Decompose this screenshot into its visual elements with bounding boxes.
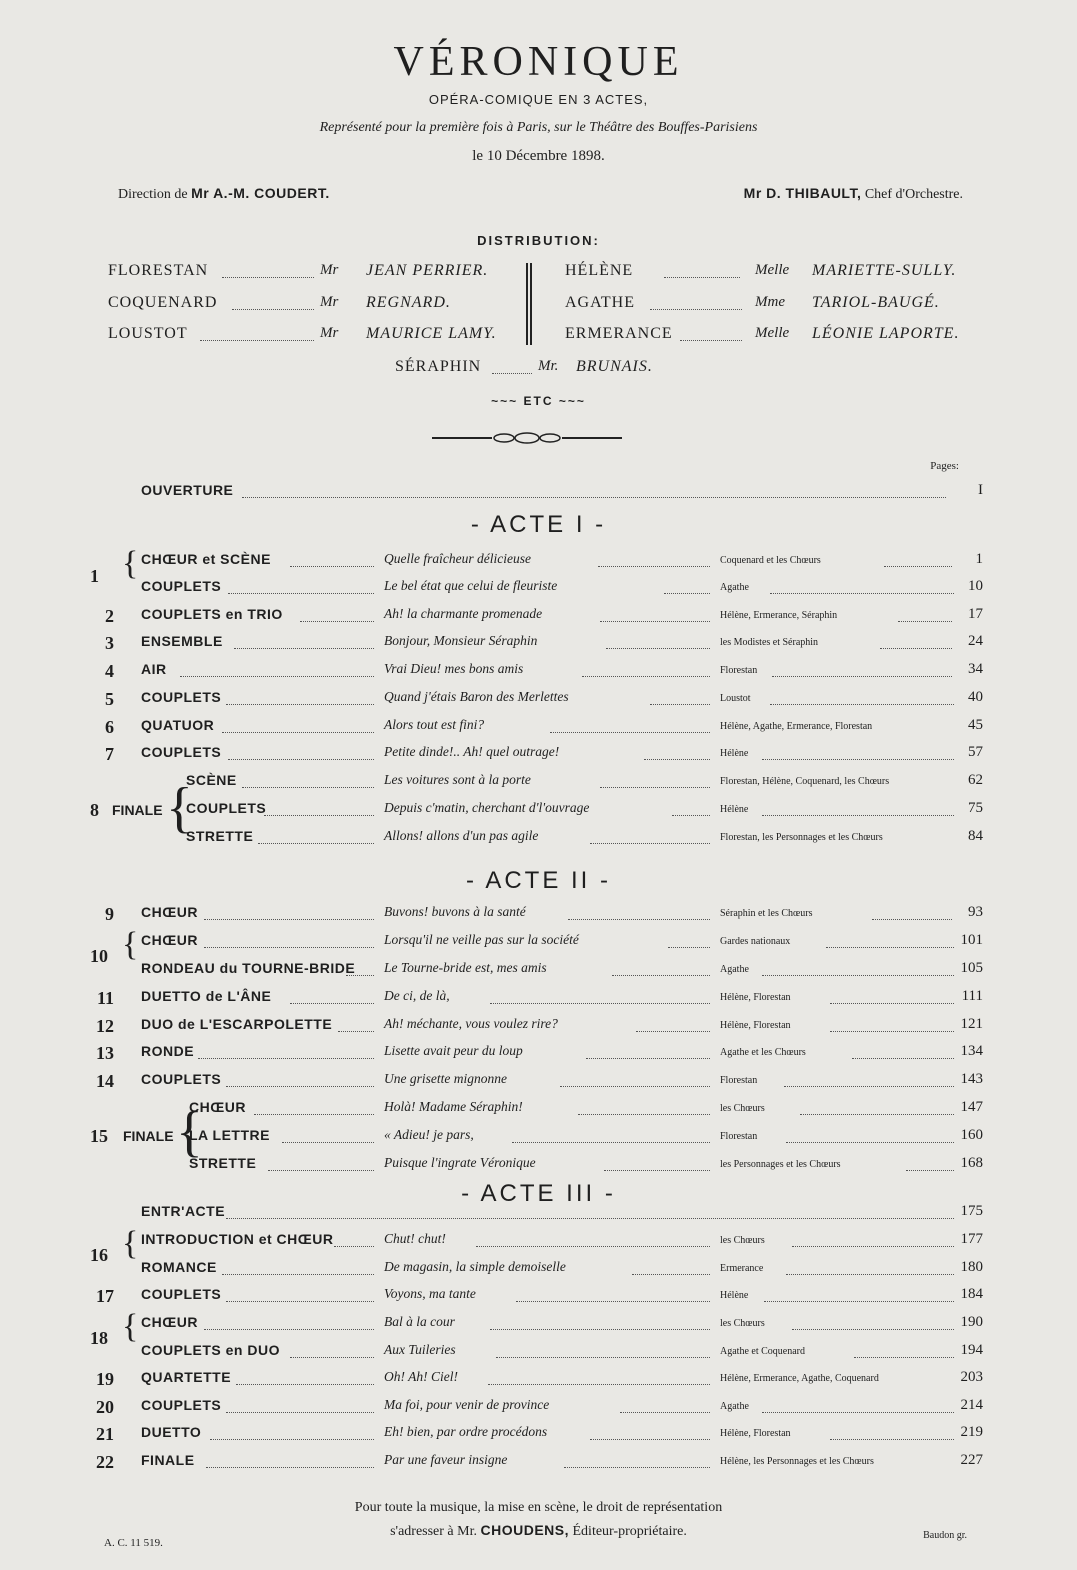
cast-actor: BRUNAIS. bbox=[576, 358, 653, 375]
publisher-post: Éditeur-propriétaire. bbox=[572, 1524, 687, 1539]
characters: Hélène, Florestan bbox=[720, 992, 791, 1003]
distribution-heading: DISTRIBUTION: bbox=[477, 233, 600, 248]
piece-name: CHŒUR bbox=[141, 1314, 198, 1330]
piece-name: RONDE bbox=[141, 1043, 195, 1059]
incipit: Le bel état que celui de fleuriste bbox=[384, 578, 558, 593]
number-label: 8 bbox=[90, 800, 99, 820]
brace-icon: { bbox=[166, 777, 193, 839]
number-label: 10 bbox=[90, 946, 108, 966]
toc-row bbox=[0, 904, 1077, 930]
piece-name: OUVERTURE bbox=[141, 482, 234, 498]
piece-name: FINALE bbox=[141, 1452, 195, 1468]
toc-row bbox=[0, 1071, 1077, 1097]
characters: Florestan, les Personnages et les Chœurs bbox=[720, 832, 883, 843]
direction-label: Direction de bbox=[118, 187, 188, 202]
incipit: De ci, de là, bbox=[384, 988, 450, 1003]
publisher-pre: s'adresser à Mr. bbox=[390, 1524, 477, 1539]
cast-actor: LÉONIE LAPORTE. bbox=[812, 325, 960, 342]
cast-title: Mr bbox=[320, 262, 339, 278]
piece-name: COUPLETS en TRIO bbox=[141, 606, 283, 622]
page-number: 227 bbox=[960, 1452, 983, 1468]
cast-role: AGATHE bbox=[565, 294, 635, 311]
incipit: Holà! Madame Séraphin! bbox=[384, 1099, 523, 1114]
cast-role: HÉLÈNE bbox=[565, 262, 634, 279]
act-heading: - ACTE I - bbox=[470, 511, 607, 538]
piece-name: SCÈNE bbox=[186, 772, 237, 788]
toc-row bbox=[0, 1043, 1077, 1069]
page-number: 203 bbox=[960, 1369, 983, 1385]
cast-title: Mme bbox=[755, 294, 785, 310]
piece-name: COUPLETS bbox=[141, 578, 222, 594]
toc-row bbox=[0, 1314, 1077, 1340]
piece-name: STRETTE bbox=[186, 828, 254, 844]
page-number: 168 bbox=[960, 1155, 983, 1171]
characters: Agathe bbox=[720, 582, 749, 593]
catalog-number: A. C. 11 519. bbox=[104, 1537, 163, 1549]
characters: Agathe et Coquenard bbox=[720, 1346, 805, 1357]
incipit: Depuis c'matin, cherchant d'l'ouvrage bbox=[384, 800, 590, 815]
page-number: 40 bbox=[968, 689, 983, 705]
toc-row bbox=[0, 800, 1077, 826]
piece-name: CHŒUR bbox=[141, 904, 198, 920]
number-label: 6 bbox=[105, 717, 114, 737]
act-heading: - ACTE III - bbox=[461, 1180, 616, 1207]
finale-label: FINALE bbox=[112, 802, 163, 818]
cast-actor: TARIOL-BAUGÉ. bbox=[812, 294, 940, 311]
director-name: Mr A.-M. COUDERT. bbox=[191, 185, 330, 201]
brace-icon: { bbox=[122, 545, 139, 582]
incipit: Allons! allons d'un pas agile bbox=[384, 828, 539, 843]
page-number: 101 bbox=[960, 932, 983, 948]
piece-name: COUPLETS bbox=[141, 744, 222, 760]
pages-label: Pages: bbox=[930, 460, 959, 472]
number-label: 1 bbox=[90, 566, 99, 586]
characters: Hélène, Florestan bbox=[720, 1020, 791, 1031]
page-number: I bbox=[978, 482, 983, 498]
page-number: 24 bbox=[968, 633, 983, 649]
characters: Hélène, Agathe, Ermerance, Florestan bbox=[720, 721, 873, 732]
toc-row bbox=[0, 1016, 1077, 1042]
brace-icon: { bbox=[122, 1225, 139, 1262]
piece-name: CHŒUR et SCÈNE bbox=[141, 551, 271, 567]
cast-role: FLORESTAN bbox=[108, 262, 209, 279]
brace-icon: { bbox=[122, 1308, 139, 1345]
cast-row bbox=[0, 262, 1077, 286]
toc-row bbox=[0, 1424, 1077, 1450]
incipit: Quelle fraîcheur délicieuse bbox=[384, 551, 531, 566]
cast-title: Mr. bbox=[538, 358, 559, 374]
piece-name: RONDEAU du TOURNE-BRIDE bbox=[141, 960, 356, 976]
cast-actor: MAURICE LAMY. bbox=[366, 325, 497, 342]
page-number: 75 bbox=[968, 800, 983, 816]
incipit: Une grisette mignonne bbox=[384, 1071, 507, 1086]
piece-name: COUPLETS bbox=[141, 1286, 222, 1302]
number-label: 13 bbox=[96, 1043, 114, 1063]
toc-row bbox=[0, 1203, 1077, 1229]
piece-name: INTRODUCTION et CHŒUR bbox=[141, 1231, 334, 1247]
incipit: Buvons! buvons à la santé bbox=[384, 904, 526, 919]
characters: Florestan, Hélène, Coquenard, les Chœurs bbox=[720, 776, 890, 787]
characters: les Chœurs bbox=[720, 1318, 765, 1329]
characters: Florestan bbox=[720, 1075, 758, 1086]
characters: Agathe et les Chœurs bbox=[720, 1047, 806, 1058]
piece-name: CHŒUR bbox=[141, 932, 198, 948]
page-number: 180 bbox=[960, 1259, 983, 1275]
toc-row bbox=[0, 1259, 1077, 1285]
incipit: Puisque l'ingrate Véronique bbox=[384, 1155, 536, 1170]
incipit: De magasin, la simple demoiselle bbox=[384, 1259, 566, 1274]
page-number: 190 bbox=[960, 1314, 983, 1330]
characters: Gardes nationaux bbox=[720, 936, 791, 947]
incipit: Les voitures sont à la porte bbox=[384, 772, 531, 787]
toc-row bbox=[0, 689, 1077, 715]
piece-name: ENTR'ACTE bbox=[141, 1203, 226, 1219]
piece-name: COUPLETS bbox=[141, 689, 222, 705]
cast-role: LOUSTOT bbox=[108, 325, 188, 342]
incipit: Lisette avait peur du loup bbox=[384, 1043, 523, 1058]
etc-text: ETC bbox=[523, 394, 554, 408]
characters: les Personnages et les Chœurs bbox=[720, 1159, 841, 1170]
incipit: Chut! chut! bbox=[384, 1231, 446, 1246]
piece-name: COUPLETS bbox=[141, 1397, 222, 1413]
incipit: Bonjour, Monsieur Séraphin bbox=[384, 633, 538, 648]
incipit: Vrai Dieu! mes bons amis bbox=[384, 661, 524, 676]
cast-row bbox=[0, 294, 1077, 318]
piece-name: AIR bbox=[141, 661, 167, 677]
toc-row bbox=[0, 578, 1077, 604]
number-label: 11 bbox=[96, 988, 114, 1008]
characters: Hélène, Florestan bbox=[720, 1428, 791, 1439]
toc-row-overture bbox=[0, 482, 1077, 508]
toc-row bbox=[0, 551, 1077, 577]
piece-name: DUETTO de L'ÂNE bbox=[141, 988, 272, 1004]
page-number: 62 bbox=[968, 772, 983, 788]
cast-title: Mr bbox=[320, 294, 339, 310]
characters: Agathe bbox=[720, 1401, 749, 1412]
number-label: 12 bbox=[96, 1016, 114, 1036]
incipit: Le Tourne-bride est, mes amis bbox=[384, 960, 547, 975]
number-label: 4 bbox=[105, 661, 114, 681]
cast-column-divider bbox=[526, 263, 532, 345]
toc-row bbox=[0, 772, 1077, 798]
piece-name: DUO de L'ESCARPOLETTE bbox=[141, 1016, 333, 1032]
page-number: 111 bbox=[961, 988, 983, 1004]
characters: Hélène, Ermerance, Agathe, Coquenard bbox=[720, 1373, 879, 1384]
opera-title: VÉRONIQUE bbox=[393, 39, 684, 85]
toc-row bbox=[0, 828, 1077, 854]
toc-row bbox=[0, 717, 1077, 743]
number-label: 17 bbox=[96, 1286, 114, 1306]
incipit: Aux Tuileries bbox=[384, 1342, 456, 1357]
page-number: 147 bbox=[960, 1099, 983, 1115]
toc-row bbox=[0, 633, 1077, 659]
characters: Séraphin et les Chœurs bbox=[720, 908, 813, 919]
toc-row bbox=[0, 988, 1077, 1014]
incipit: Par une faveur insigne bbox=[384, 1452, 508, 1467]
characters: Agathe bbox=[720, 964, 749, 975]
page-number: 194 bbox=[960, 1342, 983, 1358]
number-label: 15 bbox=[90, 1126, 108, 1146]
characters: Florestan bbox=[720, 1131, 758, 1142]
characters: Hélène, Ermerance, Séraphin bbox=[720, 610, 838, 621]
number-label: 3 bbox=[105, 633, 114, 653]
wave-ornament-icon: ~~~ bbox=[553, 394, 586, 408]
publisher-name: CHOUDENS, bbox=[480, 1522, 569, 1538]
characters: Hélène bbox=[720, 804, 749, 815]
characters: Hélène bbox=[720, 748, 749, 759]
characters: Florestan bbox=[720, 665, 758, 676]
number-label: 20 bbox=[96, 1397, 114, 1417]
piece-name: LA LETTRE bbox=[189, 1127, 270, 1143]
piece-name: COUPLETS bbox=[186, 800, 267, 816]
characters: Ermerance bbox=[720, 1263, 764, 1274]
piece-name: QUATUOR bbox=[141, 717, 215, 733]
number-label: 19 bbox=[96, 1369, 114, 1389]
number-label: 22 bbox=[96, 1452, 114, 1472]
characters: Hélène bbox=[720, 1290, 749, 1301]
cast-title: Melle bbox=[755, 325, 790, 341]
incipit: Bal à la cour bbox=[384, 1314, 455, 1329]
finale-label: FINALE bbox=[123, 1128, 174, 1144]
engraver-credit: Baudon gr. bbox=[923, 1530, 967, 1541]
page-number: 17 bbox=[968, 606, 983, 622]
page-number: 175 bbox=[960, 1203, 983, 1219]
page-number: 84 bbox=[968, 828, 983, 844]
toc-row bbox=[0, 606, 1077, 632]
toc-row bbox=[0, 1155, 1077, 1181]
incipit: « Adieu! je pars, bbox=[384, 1127, 474, 1142]
toc-row bbox=[0, 1231, 1077, 1257]
cast-actor: REGNARD. bbox=[366, 294, 451, 311]
toc-row bbox=[0, 1369, 1077, 1395]
piece-name: QUARTETTE bbox=[141, 1369, 232, 1385]
number-label: 7 bbox=[105, 744, 114, 764]
premiere-note: Représenté pour la première fois à Paris, sur le Théâtre des Bouffes-Parisiens bbox=[319, 120, 758, 135]
cast-title: Mr bbox=[320, 325, 339, 341]
characters: Coquenard et les Chœurs bbox=[720, 555, 821, 566]
page-number: 34 bbox=[968, 661, 983, 677]
etc-line bbox=[0, 394, 1077, 408]
conductor-label: Chef d'Orchestre. bbox=[864, 187, 963, 202]
toc-row bbox=[0, 932, 1077, 958]
wave-ornament-icon: ~~~ bbox=[491, 394, 524, 408]
cast-row bbox=[0, 325, 1077, 349]
page-number: 45 bbox=[968, 717, 983, 733]
toc-row bbox=[0, 744, 1077, 770]
characters: les Chœurs bbox=[720, 1103, 765, 1114]
toc-row bbox=[0, 1452, 1077, 1478]
incipit: Petite dinde!.. Ah! quel outrage! bbox=[384, 744, 560, 759]
incipit: Oh! Ah! Ciel! bbox=[384, 1369, 458, 1384]
piece-name: COUPLETS en DUO bbox=[141, 1342, 280, 1358]
page-number: 177 bbox=[960, 1231, 983, 1247]
incipit: Eh! bien, par ordre procédons bbox=[384, 1424, 548, 1439]
cast-actor: MARIETTE-SULLY. bbox=[812, 262, 957, 279]
page-number: 121 bbox=[960, 1016, 983, 1032]
characters: Loustot bbox=[720, 693, 751, 704]
number-label: 16 bbox=[90, 1245, 108, 1265]
page-number: 160 bbox=[960, 1127, 983, 1143]
page-number: 10 bbox=[968, 578, 983, 594]
premiere-date: le 10 Décembre 1898. bbox=[472, 148, 605, 164]
piece-name: DUETTO bbox=[141, 1424, 202, 1440]
piece-name: CHŒUR bbox=[189, 1099, 246, 1115]
cast-role: COQUENARD bbox=[108, 294, 218, 311]
piece-name: ROMANCE bbox=[141, 1259, 217, 1275]
number-label: 21 bbox=[96, 1424, 114, 1444]
page-number: 219 bbox=[960, 1424, 983, 1440]
toc-row bbox=[0, 1127, 1077, 1153]
cast-title: Melle bbox=[755, 262, 790, 278]
conductor-credit bbox=[744, 185, 963, 203]
toc-row bbox=[0, 1099, 1077, 1125]
rights-line: Pour toute la musique, la mise en scène, le droit de représentation bbox=[354, 1500, 723, 1515]
page-number: 134 bbox=[960, 1043, 983, 1059]
piece-name: STRETTE bbox=[189, 1155, 257, 1171]
incipit: Ma foi, pour venir de province bbox=[384, 1397, 550, 1412]
incipit: Alors tout est fini? bbox=[384, 717, 485, 732]
piece-name: ENSEMBLE bbox=[141, 633, 223, 649]
brace-icon: { bbox=[176, 1101, 203, 1163]
page-number: 214 bbox=[960, 1397, 983, 1413]
page-number: 184 bbox=[960, 1286, 983, 1302]
number-label: 18 bbox=[90, 1328, 108, 1348]
cast-row bbox=[0, 358, 1077, 382]
page-number: 93 bbox=[968, 904, 983, 920]
brace-icon: { bbox=[122, 926, 139, 963]
cast-role: ERMERANCE bbox=[565, 325, 673, 342]
number-label: 14 bbox=[96, 1071, 114, 1091]
cast-role: SÉRAPHIN bbox=[395, 358, 482, 375]
incipit: Ah! méchante, vous voulez rire? bbox=[384, 1016, 558, 1031]
direction-credit bbox=[118, 185, 330, 203]
toc-row bbox=[0, 1342, 1077, 1368]
cast-actor: JEAN PERRIER. bbox=[366, 262, 489, 279]
page-number: 143 bbox=[960, 1071, 983, 1087]
incipit: Voyons, ma tante bbox=[384, 1286, 476, 1301]
characters: les Chœurs bbox=[720, 1235, 765, 1246]
toc-row bbox=[0, 1286, 1077, 1312]
number-label: 2 bbox=[105, 606, 114, 626]
incipit: Quand j'étais Baron des Merlettes bbox=[384, 689, 569, 704]
incipit: Ah! la charmante promenade bbox=[384, 606, 543, 621]
conductor-name: Mr D. THIBAULT, bbox=[743, 185, 862, 201]
opera-subtitle: OPÉRA-COMIQUE EN 3 ACTES, bbox=[428, 92, 649, 107]
toc-row bbox=[0, 661, 1077, 687]
toc-row bbox=[0, 1397, 1077, 1423]
toc-row bbox=[0, 960, 1077, 986]
ornament-divider-icon bbox=[432, 430, 622, 446]
page-number: 105 bbox=[960, 960, 983, 976]
act-heading: - ACTE II - bbox=[465, 867, 611, 894]
characters: Hélène, les Personnages et les Chœurs bbox=[720, 1456, 874, 1467]
piece-name: COUPLETS bbox=[141, 1071, 222, 1087]
number-label: 5 bbox=[105, 689, 114, 709]
incipit: Lorsqu'il ne veille pas sur la société bbox=[384, 932, 579, 947]
page-number: 1 bbox=[975, 551, 983, 567]
number-label: 9 bbox=[105, 904, 114, 924]
page-number: 57 bbox=[968, 744, 983, 760]
characters: les Modistes et Séraphin bbox=[720, 637, 819, 648]
